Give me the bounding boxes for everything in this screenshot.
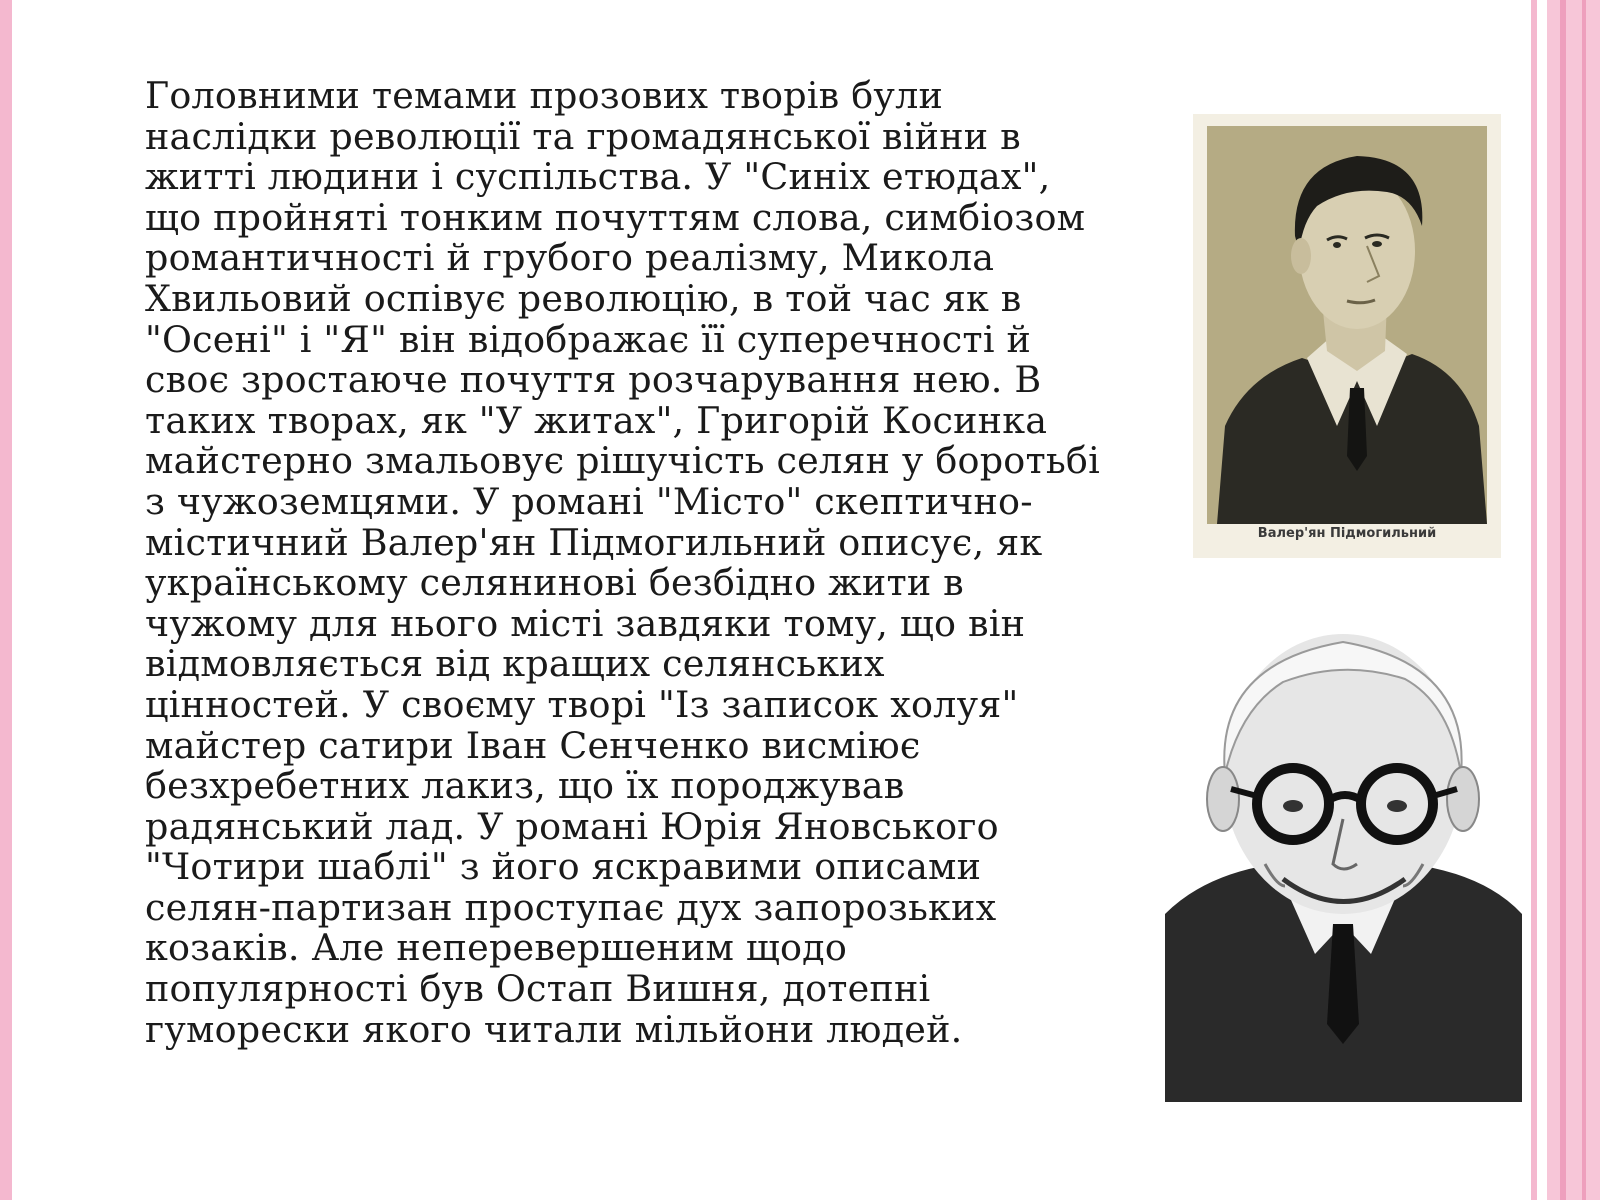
portrait-photo-sepia-icon bbox=[1207, 126, 1487, 524]
portrait-vyshnia bbox=[1165, 624, 1522, 1102]
portrait-drawing-glasses-icon bbox=[1165, 624, 1522, 1102]
left-border-decoration bbox=[0, 0, 12, 1200]
portrait-caption: Валер'ян Підмогильний bbox=[1257, 526, 1437, 541]
right-border-stripe bbox=[1560, 0, 1566, 1200]
portrait-pidmohylny bbox=[1193, 114, 1501, 558]
right-border-stripe bbox=[1582, 0, 1586, 1200]
right-border-line bbox=[1531, 0, 1537, 1200]
right-border-band bbox=[1547, 0, 1600, 1200]
body-paragraph: Головними темами прозових творів були наслідки революції та громадянської війни в житті людини і суспільства. У "Синіх етюдах", що пройняті тонким почуттям слова, симбіозом романтичності й грубого реалізму, Микола Хвильовий оспівує революцію, в той час як в "Осені" і "Я" він відображає її суперечності й своє зростаюче почуття розчарування нею. В таких творах, як "У житах", Григорій Косинка майстерно змальовує рішучість селян у боротьбі з чужоземцями. У романі "Місто" скептично- містичний Валер'ян Підмогильний описує, як українському селянинові безбідно жити в чужому для нього місті завдяки тому, що він відмовляється від кращих селянських цінностей. У своєму творі "Із записок холуя" майстер сатири Іван Сенченко висміює безхребетних лакиз, що їх породжував радянський лад. У романі Юрія Яновського "Чотири шаблі" з його яскравими описами селян-партизан проступає дух запорозьких козаків. Але неперевершеним щодо популярності був Остап Вишня, дотепні гуморески якого читали мільйони людей. bbox=[145, 74, 1100, 1051]
